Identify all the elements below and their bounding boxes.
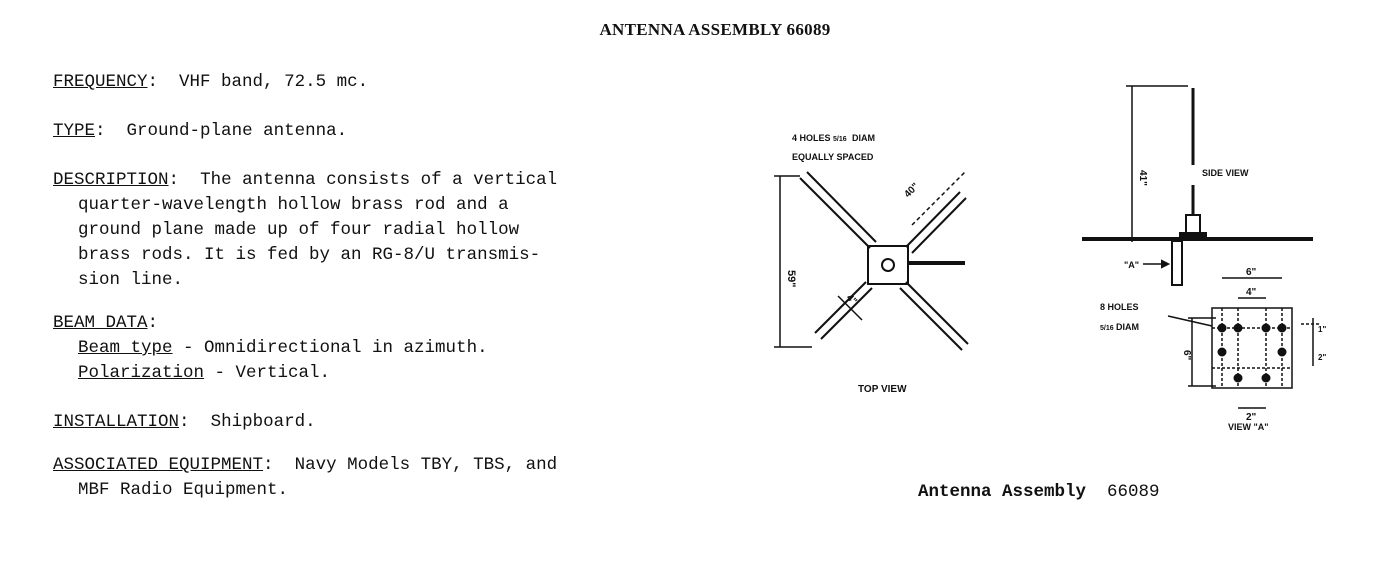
- description-line: quarter-wavelength hollow brass rod and a: [78, 195, 509, 215]
- antenna-drawing-svg: [760, 70, 1360, 470]
- type-sep: :: [95, 121, 106, 141]
- associated-equipment-line2: MBF Radio Equipment.: [78, 480, 289, 500]
- view-a-label: VIEW "A": [1228, 422, 1269, 432]
- associated-equipment-value: Navy Models TBY, TBS, and: [294, 455, 558, 475]
- dim-rod-label: 40": [902, 181, 922, 201]
- drawing-caption: [918, 482, 1160, 502]
- beam-data-label: BEAM DATA: [53, 313, 148, 333]
- dim-right-2-label: 2": [1318, 353, 1327, 362]
- associated-equipment-label: ASSOCIATED EQUIPMENT: [53, 455, 264, 475]
- description-line: brass rods. It is fed by an RG-8/U transmis-: [78, 245, 541, 265]
- description-line: ground plane made up of four radial hollow: [78, 220, 520, 240]
- holes-4-note: 4 HOLES: [792, 133, 831, 143]
- dim-overall-label: 59": [785, 270, 797, 288]
- associated-equipment-sep: :: [263, 455, 274, 475]
- dim-center-label: 4": [843, 292, 859, 308]
- installation-section: [53, 410, 693, 435]
- frequency-section: [53, 70, 693, 95]
- view-a-holes: [1218, 324, 1287, 383]
- dim-rod-line: [912, 172, 965, 225]
- polarization-value: - Vertical.: [204, 363, 331, 383]
- side-view-label: SIDE VIEW: [1202, 168, 1249, 178]
- holes-8-fraction: 5/16: [1100, 325, 1114, 332]
- top-view-label: TOP VIEW: [858, 384, 907, 395]
- holes-8-diam: DIAM: [1116, 322, 1139, 332]
- dim-4-top-label: 4": [1246, 287, 1257, 298]
- description-line: sion line.: [78, 270, 184, 290]
- center-hole: [882, 259, 894, 271]
- mount-hole: [1262, 324, 1271, 333]
- radial-rod-upper-left: [800, 172, 876, 248]
- beam-data-sep: :: [147, 313, 159, 333]
- description-section: [53, 168, 693, 293]
- holes-4-spaced: EQUALLY SPACED: [792, 152, 874, 162]
- dim-6-top-label: 6": [1246, 267, 1257, 278]
- mount-hole: [1278, 348, 1287, 357]
- mount-hole: [1234, 324, 1243, 333]
- description-sep: :: [168, 170, 180, 190]
- radial-rod-lower-left: [815, 282, 872, 339]
- center-plate: [868, 246, 908, 284]
- beam-data-section: [53, 311, 693, 386]
- side-view: [1082, 86, 1313, 285]
- frequency-sep: :: [147, 72, 159, 92]
- caption-title: Antenna Assembly: [918, 482, 1087, 502]
- mount-hole: [1218, 348, 1227, 357]
- mount-hole: [1278, 324, 1287, 333]
- mount-bracket: [1172, 241, 1182, 285]
- antenna-drawings: [760, 70, 1360, 475]
- mount-hole: [1234, 374, 1243, 383]
- document-title: ANTENNA ASSEMBLY 66089: [599, 20, 831, 39]
- top-view: [774, 172, 968, 350]
- frequency-label: FREQUENCY: [53, 72, 148, 92]
- caption-number: 66089: [1107, 482, 1160, 502]
- holes-4-fraction: 5/16: [833, 136, 847, 143]
- dim-right-1-label: 1": [1318, 325, 1327, 334]
- radial-rod-lower-right: [900, 282, 968, 350]
- spec-text: [53, 70, 693, 503]
- dim-vertical-label: 41": [1137, 170, 1148, 186]
- description-line: The antenna consists of a vertical: [200, 170, 558, 190]
- description-label: DESCRIPTION: [53, 170, 169, 190]
- mount-hole: [1218, 324, 1227, 333]
- installation-label: INSTALLATION: [53, 412, 180, 432]
- installation-value: Shipboard.: [210, 412, 316, 432]
- beam-type-label: Beam type: [78, 338, 173, 358]
- view-a: [1168, 278, 1320, 408]
- associated-equipment-section: [53, 453, 693, 503]
- dim-2-bottom-label: 2": [1246, 412, 1257, 423]
- type-label: TYPE: [53, 121, 96, 141]
- beam-type-value: - Omnidirectional in azimuth.: [172, 338, 488, 358]
- dim-base-height-label: 6": [1181, 350, 1192, 361]
- holes-4-diam: DIAM: [852, 133, 875, 143]
- frequency-value: VHF band, 72.5 mc.: [179, 72, 369, 92]
- type-value: Ground-plane antenna.: [126, 121, 348, 141]
- view-a-arrow-label: "A": [1124, 260, 1140, 270]
- mount-hole: [1262, 374, 1271, 383]
- holes-8-note: 8 HOLES: [1100, 302, 1139, 312]
- installation-sep: :: [179, 412, 190, 432]
- polarization-label: Polarization: [78, 363, 205, 383]
- type-section: [53, 119, 693, 144]
